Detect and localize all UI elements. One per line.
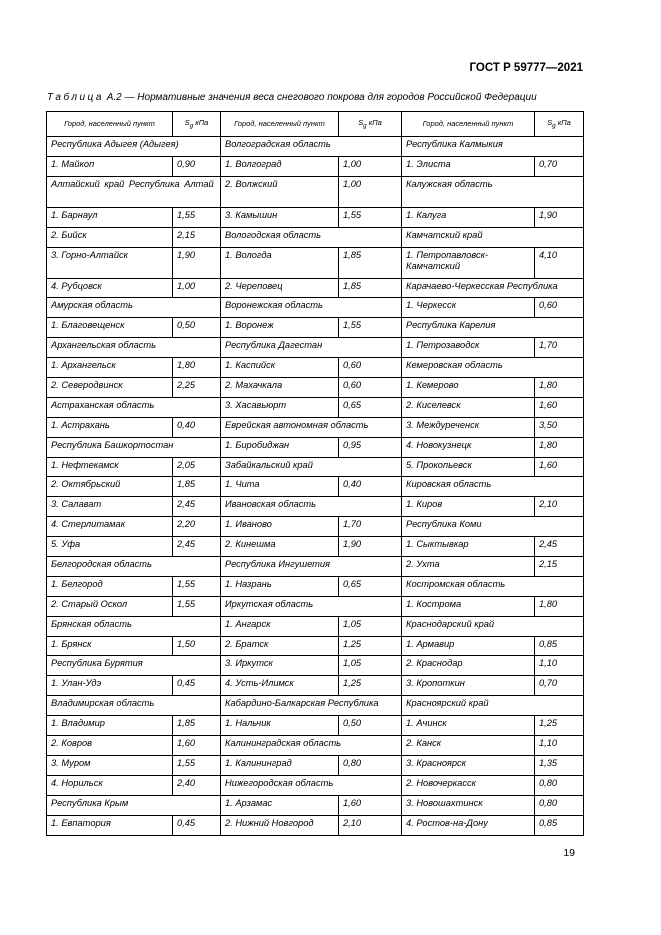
header-load-sub: g — [363, 122, 367, 129]
snow-load-value: 1,80 — [535, 437, 584, 457]
city-name: 1. Барнаул — [47, 207, 173, 227]
table-row — [47, 517, 584, 537]
snow-load-value: 1,60 — [535, 397, 584, 417]
snow-load-value: 0,70 — [535, 156, 584, 176]
region-heading: Иркутская область — [221, 596, 402, 616]
snow-load-value: 2,15 — [173, 227, 221, 247]
snow-load-value: 1,90 — [173, 247, 221, 278]
table-row — [47, 755, 584, 775]
snow-load-value: 1,60 — [173, 736, 221, 756]
snow-load-value: 1,80 — [535, 596, 584, 616]
snow-load-value: 0,80 — [535, 775, 584, 795]
snow-load-value: 1,85 — [173, 716, 221, 736]
city-name: 2. Нижний Новгород — [221, 815, 339, 835]
table-row — [47, 318, 584, 338]
region-heading: Брянская область — [47, 616, 221, 636]
region-heading: Калужская область — [402, 176, 584, 207]
snow-load-value: 1,70 — [339, 517, 402, 537]
snow-load-table — [46, 111, 584, 836]
region-heading: Кемеровская область — [402, 358, 584, 378]
table-row — [47, 497, 584, 517]
snow-load-value: 2,15 — [535, 557, 584, 577]
city-name: 5. Прокопьевск — [402, 457, 535, 477]
snow-load-value: 1,85 — [339, 247, 402, 278]
region-heading: Карачаево-Черкесская Республика — [402, 278, 584, 298]
caption-number: А.2 — [106, 92, 122, 103]
city-name: 2. Новочеркасск — [402, 775, 535, 795]
table-row — [47, 557, 584, 577]
city-name: 1. Кемерово — [402, 378, 535, 398]
header-city: Город, населенный пункт — [221, 112, 339, 137]
table-body — [47, 137, 584, 836]
snow-load-value: 2,20 — [173, 517, 221, 537]
region-heading: Волгоградская область — [221, 137, 402, 157]
table-row — [47, 338, 584, 358]
region-heading: Республика Коми — [402, 517, 584, 537]
region-heading: Астраханская область — [47, 397, 221, 417]
city-name: 3. Горно-Алтайск — [47, 247, 173, 278]
snow-load-value: 1,55 — [173, 207, 221, 227]
region-heading: Костромская область — [402, 576, 584, 596]
city-name: 1. Нальчик — [221, 716, 339, 736]
city-name: 2. Канск — [402, 736, 535, 756]
snow-load-value: 0,70 — [535, 676, 584, 696]
city-name: 1. Черкесск — [402, 298, 535, 318]
table-row — [47, 477, 584, 497]
table-header-row — [47, 112, 584, 137]
snow-load-value: 0,50 — [173, 318, 221, 338]
table-row — [47, 596, 584, 616]
city-name: 2. Киселевск — [402, 397, 535, 417]
table-row — [47, 457, 584, 477]
city-name: 1. Белгород — [47, 576, 173, 596]
table-row — [47, 815, 584, 835]
header-load-symbol: S — [358, 117, 364, 127]
snow-load-value: 0,85 — [535, 815, 584, 835]
region-heading: Краснодарский край — [402, 616, 584, 636]
city-name: 3. Муром — [47, 755, 173, 775]
snow-load-value: 2,45 — [173, 497, 221, 517]
region-heading: Республика Калмыкия — [402, 137, 584, 157]
snow-load-value: 0,90 — [173, 156, 221, 176]
city-name: 1. Кострома — [402, 596, 535, 616]
city-name: 2. Махачкала — [221, 378, 339, 398]
snow-load-value: 2,25 — [173, 378, 221, 398]
city-name: 1. Калининград — [221, 755, 339, 775]
snow-load-value: 0,45 — [173, 815, 221, 835]
snow-load-value: 0,50 — [339, 716, 402, 736]
region-heading: Калининградская область — [221, 736, 402, 756]
snow-load-value: 2,05 — [173, 457, 221, 477]
city-name: 1. Биробиджан — [221, 437, 339, 457]
snow-load-value: 0,85 — [535, 636, 584, 656]
table-row — [47, 576, 584, 596]
snow-load-value: 1,00 — [339, 156, 402, 176]
city-name: 1. Ангарск — [221, 616, 339, 636]
table-row — [47, 775, 584, 795]
region-heading: Республика Адыгея (Адыгея) — [47, 137, 221, 157]
city-name: 2. Ковров — [47, 736, 173, 756]
region-heading: Воронежская область — [221, 298, 402, 318]
table-row — [47, 795, 584, 815]
table-row — [47, 176, 584, 207]
snow-load-value: 1,85 — [173, 477, 221, 497]
snow-load-value: 1,00 — [339, 176, 402, 207]
snow-load-value: 0,65 — [339, 397, 402, 417]
header-load-sub: g — [552, 122, 556, 129]
region-heading: Республика Ингушетия — [221, 557, 402, 577]
city-name: 3. Хасавьюрт — [221, 397, 339, 417]
snow-load-value: 1,05 — [339, 616, 402, 636]
city-name: 4. Стерлитамак — [47, 517, 173, 537]
snow-load-value: 1,60 — [339, 795, 402, 815]
city-name: 3. Салават — [47, 497, 173, 517]
page-number: 19 — [563, 847, 575, 859]
city-name: 1. Сыктывкар — [402, 537, 535, 557]
city-name: 2. Кинешма — [221, 537, 339, 557]
city-name: 1. Благовещенск — [47, 318, 173, 338]
header-load-symbol: S — [184, 117, 190, 127]
city-name: 2. Старый Оскол — [47, 596, 173, 616]
snow-load-value: 1,80 — [535, 378, 584, 398]
snow-load-value: 1,50 — [173, 636, 221, 656]
region-heading: Белгородская область — [47, 557, 221, 577]
city-name: 2. Череповец — [221, 278, 339, 298]
region-heading: Алтайский край Республика Алтай — [47, 176, 221, 207]
table-row — [47, 207, 584, 227]
city-name: 1. Брянск — [47, 636, 173, 656]
region-heading: Кабардино-Балкарская Республика — [221, 696, 402, 716]
snow-load-value: 1,25 — [535, 716, 584, 736]
region-heading: Вологодская область — [221, 227, 402, 247]
city-name: 1. Архангельск — [47, 358, 173, 378]
city-name: 4. Рубцовск — [47, 278, 173, 298]
city-name: 3. Камышин — [221, 207, 339, 227]
region-heading: Нижегородская область — [221, 775, 402, 795]
region-heading: Архангельская область — [47, 338, 221, 358]
table-row — [47, 656, 584, 676]
table-row — [47, 247, 584, 278]
city-name: 1. Астрахань — [47, 417, 173, 437]
snow-load-value: 1,55 — [339, 318, 402, 338]
caption-label: Таблица — [47, 92, 104, 103]
table-row — [47, 696, 584, 716]
city-name: 4. Новокузнецк — [402, 437, 535, 457]
city-name: 1. Петрозаводск — [402, 338, 535, 358]
snow-load-value: 1,55 — [173, 596, 221, 616]
city-name: 1. Вологда — [221, 247, 339, 278]
city-name: 1. Евпатория — [47, 815, 173, 835]
snow-load-value: 1,25 — [339, 636, 402, 656]
header-city: Город, населенный пункт — [402, 112, 535, 137]
table-row — [47, 437, 584, 457]
city-name: 1. Киров — [402, 497, 535, 517]
snow-load-value: 1,10 — [535, 736, 584, 756]
city-name: 1. Владимир — [47, 716, 173, 736]
city-name: 3. Красноярск — [402, 755, 535, 775]
snow-load-value: 1,25 — [339, 676, 402, 696]
table-row — [47, 137, 584, 157]
city-name: 5. Уфа — [47, 537, 173, 557]
city-name: 2. Волжский — [221, 176, 339, 207]
snow-load-value: 0,60 — [535, 298, 584, 318]
table-row — [47, 736, 584, 756]
city-name: 2. Бийск — [47, 227, 173, 247]
snow-load-value: 0,40 — [339, 477, 402, 497]
region-heading: Республика Крым — [47, 795, 221, 815]
city-name: 3. Кропоткин — [402, 676, 535, 696]
snow-load-value: 0,60 — [339, 358, 402, 378]
city-name: 1. Иваново — [221, 517, 339, 537]
city-name: 4. Ростов-на-Дону — [402, 815, 535, 835]
document-code: ГОСТ Р 59777—2021 — [469, 62, 583, 74]
snow-load-value: 0,80 — [535, 795, 584, 815]
table-row — [47, 227, 584, 247]
snow-load-value: 1,90 — [535, 207, 584, 227]
city-name: 1. Волгоград — [221, 156, 339, 176]
region-heading: Кировская область — [402, 477, 584, 497]
city-name: 1. Элиста — [402, 156, 535, 176]
city-name: 1. Петропавловск-Камчатский — [402, 247, 535, 278]
city-name: 3. Новошахтинск — [402, 795, 535, 815]
snow-load-value: 1,60 — [535, 457, 584, 477]
region-heading: Республика Башкортостан — [47, 437, 221, 457]
city-name: 1. Улан-Удэ — [47, 676, 173, 696]
city-name: 1. Каспийск — [221, 358, 339, 378]
region-heading: Забайкальский край — [221, 457, 402, 477]
snow-load-value: 1,55 — [339, 207, 402, 227]
snow-load-value: 1,10 — [535, 656, 584, 676]
region-heading: Республика Бурятия — [47, 656, 221, 676]
snow-load-value: 0,95 — [339, 437, 402, 457]
snow-load-value: 1,55 — [173, 755, 221, 775]
table-row — [47, 616, 584, 636]
city-name: 1. Ачинск — [402, 716, 535, 736]
snow-load-value: 1,70 — [535, 338, 584, 358]
city-name: 3. Иркутск — [221, 656, 339, 676]
snow-load-value: 1,00 — [173, 278, 221, 298]
city-name: 1. Армавир — [402, 636, 535, 656]
snow-load-value: 1,85 — [339, 278, 402, 298]
header-load-unit: кПа — [366, 117, 382, 127]
table-row — [47, 156, 584, 176]
table-row — [47, 537, 584, 557]
city-name: 1. Арзамас — [221, 795, 339, 815]
snow-load-value: 1,90 — [339, 537, 402, 557]
snow-load-value: 4,10 — [535, 247, 584, 278]
city-name: 1. Назрань — [221, 576, 339, 596]
snow-load-value: 1,80 — [173, 358, 221, 378]
header-load-sub: g — [189, 122, 194, 129]
header-load — [339, 112, 402, 137]
table-row — [47, 417, 584, 437]
table-row — [47, 676, 584, 696]
snow-load-value: 0,60 — [339, 378, 402, 398]
header-load-symbol: S — [547, 117, 553, 127]
snow-load-value: 2,10 — [535, 497, 584, 517]
table-row — [47, 397, 584, 417]
city-name: 4. Усть-Илимск — [221, 676, 339, 696]
snow-load-value: 2,45 — [173, 537, 221, 557]
table-row — [47, 278, 584, 298]
table-row — [47, 636, 584, 656]
snow-load-value: 0,80 — [339, 755, 402, 775]
city-name: 2. Братск — [221, 636, 339, 656]
snow-load-value: 0,40 — [173, 417, 221, 437]
snow-load-value: 2,45 — [535, 537, 584, 557]
city-name: 1. Майкоп — [47, 156, 173, 176]
table-row — [47, 358, 584, 378]
snow-load-value: 0,65 — [339, 576, 402, 596]
header-load — [535, 112, 584, 137]
table-row — [47, 378, 584, 398]
city-name: 1. Воронеж — [221, 318, 339, 338]
snow-load-value: 0,45 — [173, 676, 221, 696]
region-heading: Владимирская область — [47, 696, 221, 716]
region-heading: Ивановская область — [221, 497, 402, 517]
region-heading: Красноярский край — [402, 696, 584, 716]
city-name: 2. Северодвинск — [47, 378, 173, 398]
city-name: 1. Нефтекамск — [47, 457, 173, 477]
city-name: 4. Норильск — [47, 775, 173, 795]
header-load-unit: кПа — [555, 117, 571, 127]
city-name: 2. Октябрьский — [47, 477, 173, 497]
region-heading: Республика Дагестан — [221, 338, 402, 358]
header-load — [173, 112, 221, 137]
snow-load-value: 3,50 — [535, 417, 584, 437]
snow-load-value: 1,35 — [535, 755, 584, 775]
region-heading: Еврейская автономная область — [221, 417, 402, 437]
snow-load-value: 2,10 — [339, 815, 402, 835]
region-heading: Республика Карелия — [402, 318, 584, 338]
header-load-unit: кПа — [193, 117, 209, 127]
table-row — [47, 716, 584, 736]
region-heading: Амурская область — [47, 298, 221, 318]
header-city: Город, населенный пункт — [47, 112, 173, 137]
city-name: 2. Ухта — [402, 557, 535, 577]
city-name: 1. Калуга — [402, 207, 535, 227]
snow-load-value: 1,05 — [339, 656, 402, 676]
snow-load-value: 1,55 — [173, 576, 221, 596]
table-row — [47, 298, 584, 318]
snow-load-value: 2,40 — [173, 775, 221, 795]
caption-text: — Нормативные значения веса снегового покрова для городов Российской Федерации — [121, 92, 537, 103]
region-heading: Камчатский край — [402, 227, 584, 247]
city-name: 3. Междуреченск — [402, 417, 535, 437]
table-caption — [47, 92, 537, 103]
city-name: 2. Краснодар — [402, 656, 535, 676]
city-name: 1. Чита — [221, 477, 339, 497]
